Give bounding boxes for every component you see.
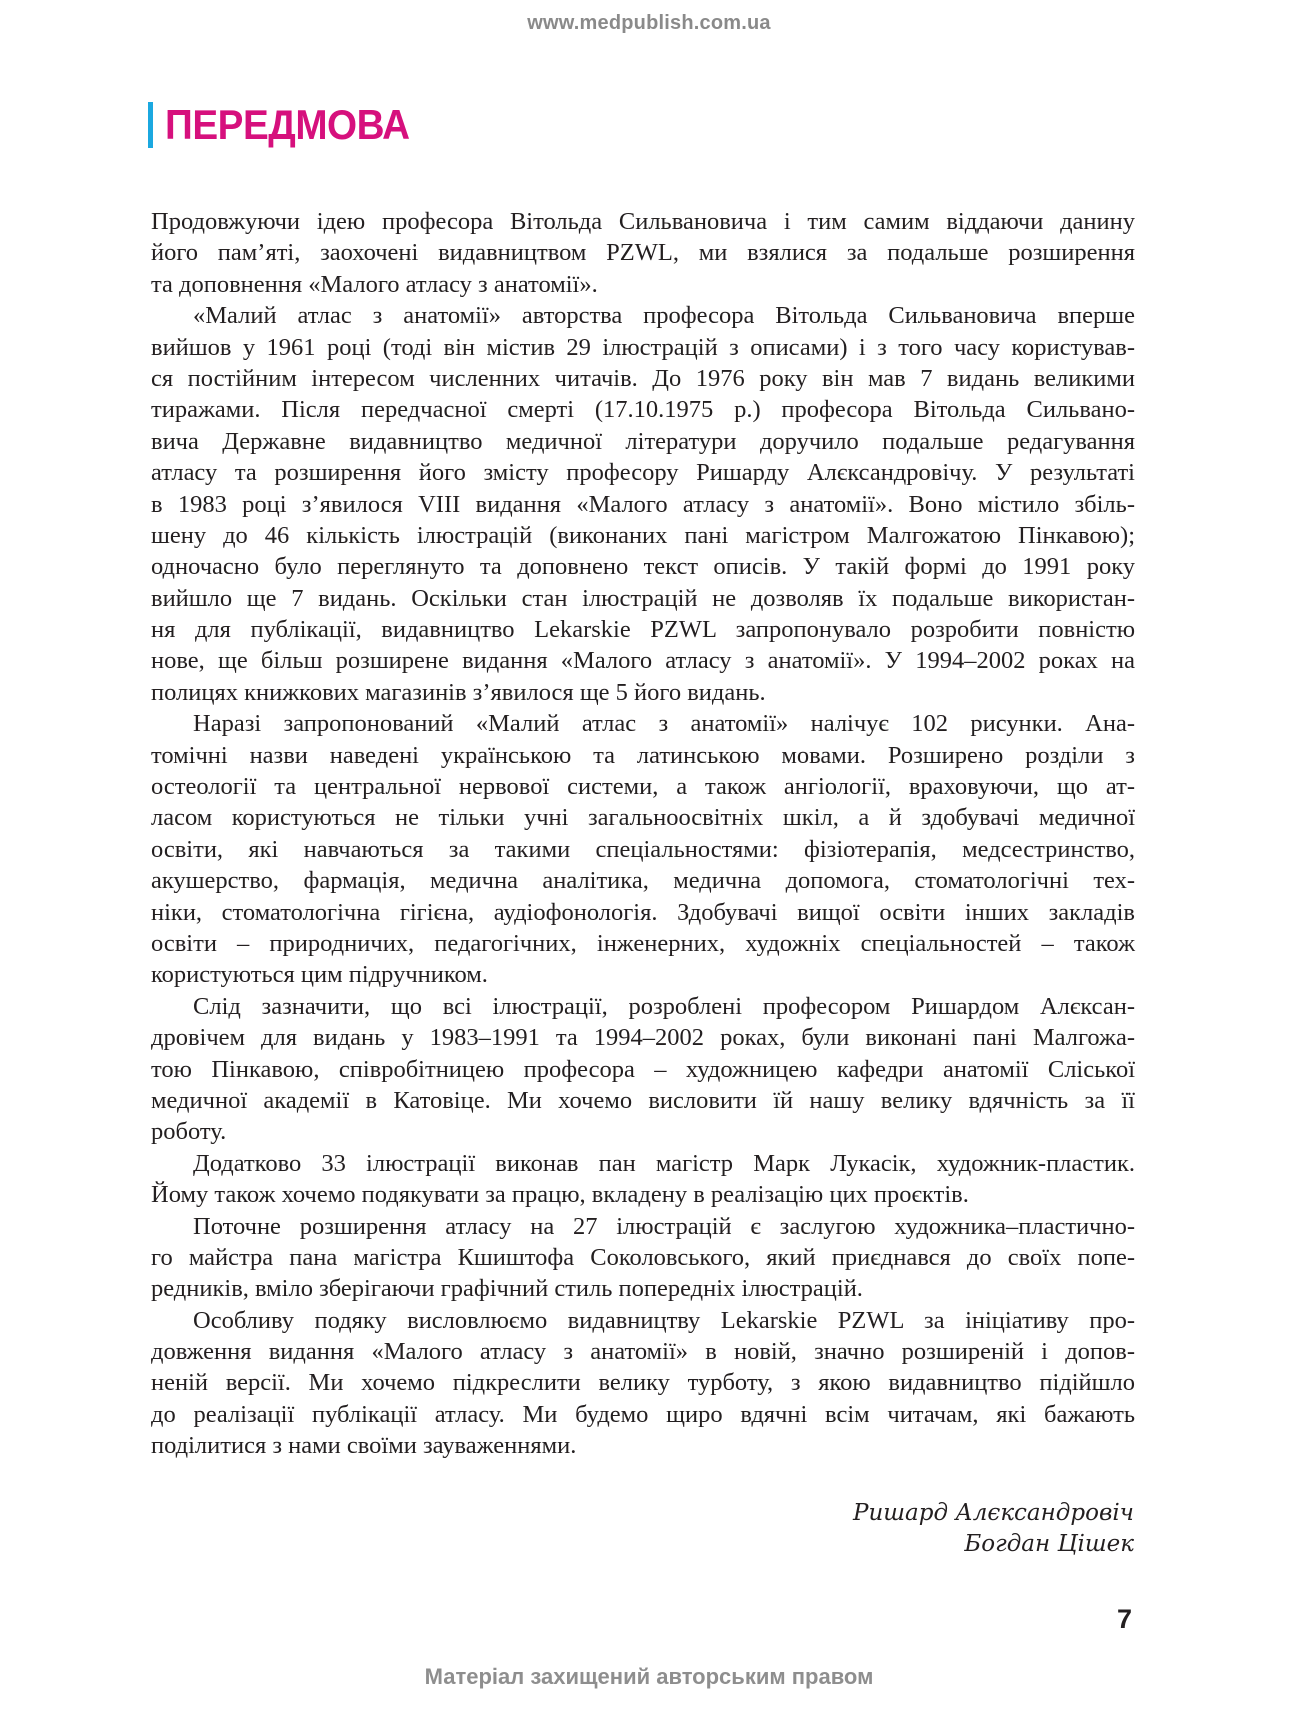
text-line-content: редників, вміло зберігаючи графічний стиль попередніх ілюстрацій. [151, 1275, 863, 1303]
text-line [151, 1179, 1135, 1210]
section-heading [148, 100, 431, 150]
text-line-content: роботу. [151, 1118, 227, 1146]
text-line [151, 1305, 1135, 1336]
text-line-content: до реалізації публікації атласу. Ми будемо щиро вдячні всім читачам, які бажають [151, 1400, 1135, 1428]
preface-body [151, 206, 1135, 1462]
text-line-content: користуються цим підручником. [151, 961, 488, 989]
text-line-content: Поточне розширення атласу на 27 ілюстрацій є заслугою художника–пластично- [193, 1212, 1135, 1240]
signature-block [853, 1498, 1134, 1560]
text-line [151, 300, 1135, 331]
text-line-content: неній версії. Ми хочемо підкреслити велику турботу, з якою видавництво підійшло [151, 1369, 1135, 1397]
text-line-content: «Малий атлас з анатомії» авторства професора Вітольда Сильвановича вперше [193, 302, 1135, 330]
text-line [151, 645, 1135, 676]
text-line [151, 1273, 1135, 1304]
text-line-content: шену до 46 кількість ілюстрацій (виконаних пані магістром Малгожатою Пінкавою); [151, 521, 1135, 549]
text-line-content: атласу та розширення його змісту професору Ришарду Алєксандровічу. У результаті [151, 459, 1135, 487]
page-number: 7 [1116, 1604, 1132, 1634]
signature-author-1: Ришард Алєксандровіч [852, 1500, 1134, 1526]
text-line-content: та доповнення «Малого атласу з анатомії». [151, 270, 598, 298]
text-line-content: тиражами. Після передчасної смерті (17.10.1975 р.) професора Вітольда Сильвано- [151, 396, 1135, 424]
text-line-content: поділитися з нами своїми зауваженнями. [151, 1432, 577, 1460]
heading-accent-bar [148, 102, 153, 148]
text-line [151, 269, 1135, 300]
text-line-content: його пам’яті, заохочені видавництвом PZWL, ми взялися за подальше розширення [151, 239, 1135, 267]
text-line [151, 1367, 1135, 1398]
text-line-content: одночасно було переглянуто та доповнено текст описів. У такій формі до 1991 року [151, 553, 1135, 581]
text-line [151, 1116, 1135, 1147]
text-line [151, 1054, 1135, 1085]
text-line [151, 426, 1135, 457]
text-line [151, 1242, 1135, 1273]
text-line-content: го майстра пана магістра Кшиштофа Соколовського, який приєднався до своїх попе- [151, 1243, 1135, 1271]
text-line-content: полицях книжкових магазинів з’явилося ще 5 його видань. [151, 678, 766, 706]
text-line [151, 1022, 1135, 1053]
text-line [151, 394, 1135, 425]
paragraph [151, 1211, 1135, 1305]
text-line [151, 332, 1135, 363]
text-line-content: остеології та центральної нервової системи, а також ангіології, враховуючи, що ат- [151, 773, 1135, 801]
text-line-content: акушерство, фармація, медична аналітика, медична допомога, стоматологічні тех- [151, 867, 1135, 895]
text-line [151, 802, 1135, 833]
text-line-content: дровічем для видань у 1983–1991 та 1994–2002 роках, були виконані пані Малгожа- [151, 1024, 1135, 1052]
text-line-content: Продовжуючи ідею професора Вітольда Сильвановича і тим самим віддаючи данину [151, 208, 1135, 235]
text-line-content: медичної академії в Катовіце. Ми хочемо висловити їй нашу велику вдячність за її [151, 1086, 1135, 1114]
paragraph [151, 708, 1135, 991]
text-line-content: Йому також хочемо подякувати за працю, вкладену в реалізацію цих проєктів. [151, 1181, 969, 1209]
text-line [151, 677, 1135, 708]
text-line-content: Додатково 33 ілюстрації виконав пан магістр Марк Лукасік, художник-пластик. [193, 1149, 1135, 1177]
text-line [151, 520, 1135, 551]
text-line [151, 1399, 1135, 1430]
text-line [151, 1336, 1135, 1367]
paragraph [151, 206, 1135, 300]
text-line-content: нове, ще більш розширене видання «Малого атласу з анатомії». У 1994–2002 роках на [151, 647, 1135, 675]
copyright-notice: Матеріал захищений авторським правом [424, 1664, 874, 1689]
text-line-content: Слід зазначити, що всі ілюстрації, розроблені професором Ришардом Алєксан- [193, 992, 1135, 1020]
text-line [151, 551, 1135, 582]
text-line-content: вийшло ще 7 видань. Оскільки стан ілюстрацій не дозволяв їх подальше використан- [151, 584, 1135, 612]
text-line [151, 363, 1135, 394]
text-line-content: освіти, які навчаються за такими спеціальностями: фізіотерапія, медсестринство, [151, 835, 1135, 863]
text-line [151, 1085, 1135, 1116]
text-line [151, 1211, 1135, 1242]
text-line-content: ся постійним інтересом численних читачів. До 1976 року він мав 7 видань великими [151, 364, 1135, 392]
text-line [151, 708, 1135, 739]
text-line [151, 991, 1135, 1022]
text-line [151, 583, 1135, 614]
text-line [151, 834, 1135, 865]
text-line-content: освіти – природничих, педагогічних, інженерних, художніх спеціальностей – також [151, 929, 1135, 957]
text-line [151, 489, 1135, 520]
text-line [151, 1430, 1135, 1461]
text-line [151, 237, 1135, 268]
text-line-content: ня для публікації, видавництво Lekarskie PZWL запропонувало розробити повністю [151, 616, 1135, 644]
text-line-content: в 1983 році з’явилося VIII видання «Малого атласу з анатомії». Воно містило збіль- [151, 490, 1135, 518]
text-line-content: Особливу подяку висловлюємо видавництву Lekarskie PZWL за ініціативу про- [193, 1306, 1135, 1334]
text-line-content: довження видання «Малого атласу з анатомії» в новій, значно розширеній і допов- [151, 1338, 1135, 1366]
text-line-content: ласом користуються не тільки учні загальноосвітніх шкіл, а й здобувачі медичної [151, 804, 1135, 832]
paragraph [151, 1148, 1135, 1211]
site-url: www.medpublish.com.ua [527, 12, 771, 34]
paragraph [151, 1305, 1135, 1462]
text-line-content: томічні назви наведені українською та латинською мовами. Розширено розділи з [151, 741, 1135, 769]
signature-author-2: Богдан Цішек [964, 1531, 1134, 1557]
text-line [151, 959, 1135, 990]
text-line [151, 206, 1135, 237]
text-line-content: вийшов у 1961 році (тоді він містив 29 ілюстрацій з описами) і з того часу користував- [151, 333, 1135, 361]
text-line-content: Наразі запропонований «Малий атлас з анатомії» налічує 102 рисунки. Ана- [193, 710, 1135, 738]
paragraph [151, 991, 1135, 1148]
text-line [151, 1148, 1135, 1179]
text-line-content: ніки, стоматологічна гігієна, аудіофонологія. Здобувачі вищої освіти інших закладів [151, 898, 1135, 926]
text-line [151, 614, 1135, 645]
text-line [151, 457, 1135, 488]
page-title: ПЕРЕДМОВА [165, 101, 410, 148]
text-line [151, 865, 1135, 896]
text-line-content: вича Державне видавництво медичної літератури доручило подальше редагування [151, 427, 1135, 455]
text-line [151, 771, 1135, 802]
text-line [151, 897, 1135, 928]
paragraph [151, 300, 1135, 708]
text-line [151, 928, 1135, 959]
text-line [151, 740, 1135, 771]
text-line-content: тою Пінкавою, співробітницею професора – художницею кафедри анатомії Сліської [151, 1055, 1135, 1083]
